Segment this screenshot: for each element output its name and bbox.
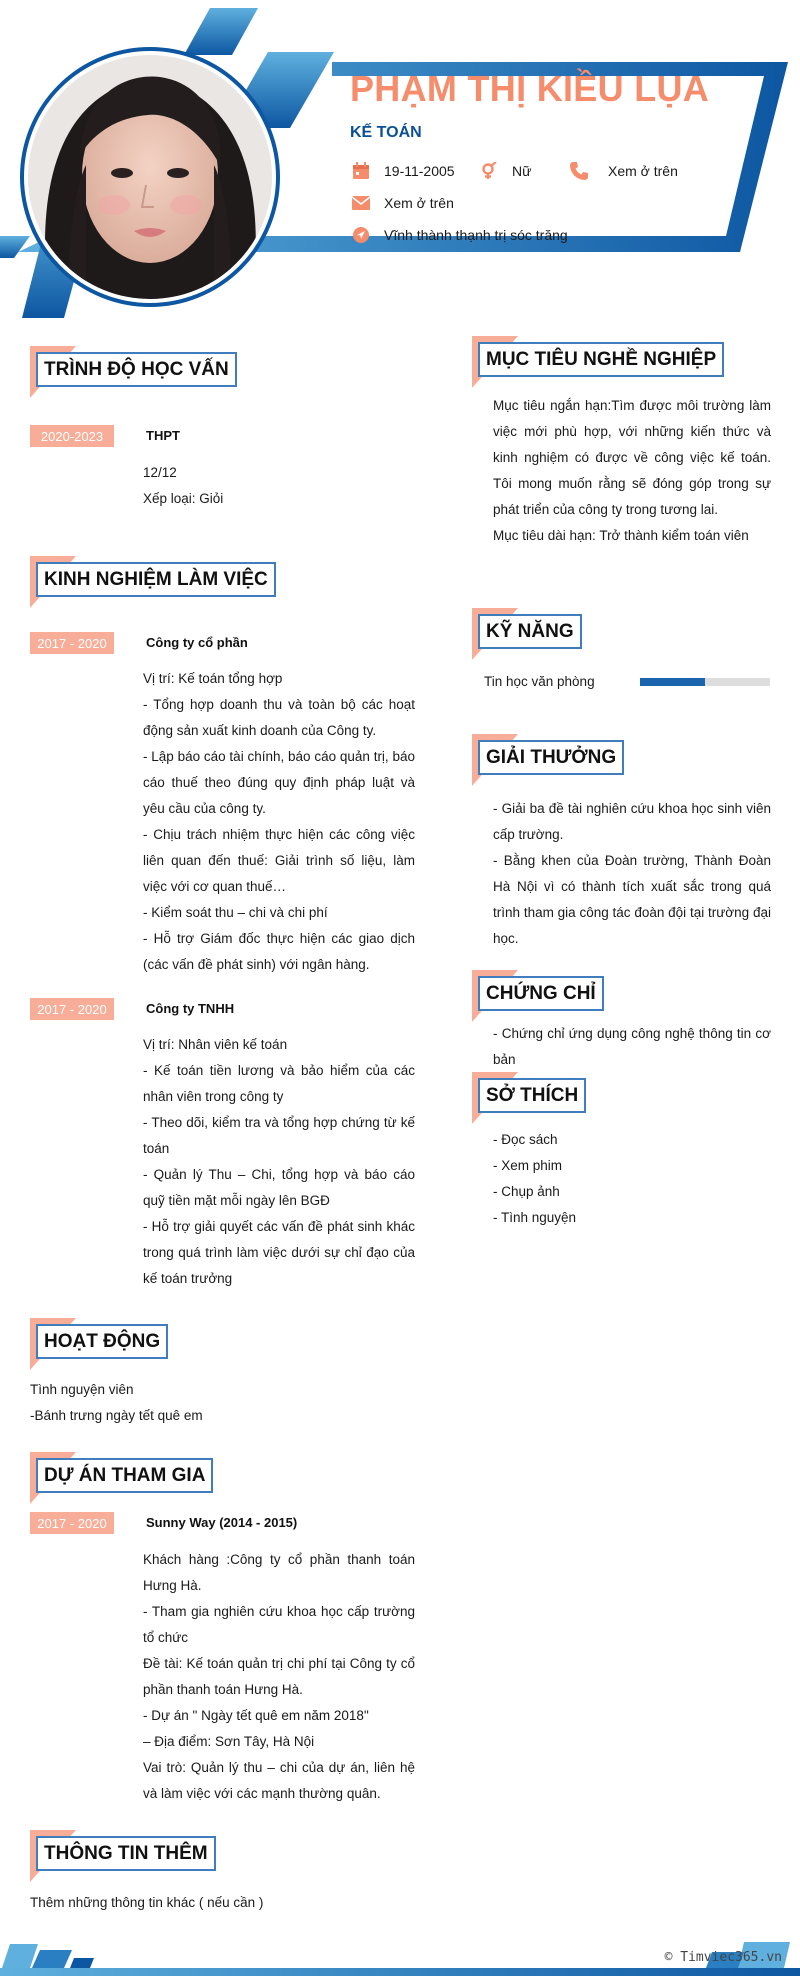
education-details: 12/12 Xếp loại: Giỏi xyxy=(143,465,224,506)
calendar-icon xyxy=(350,160,372,182)
birthday-text: 19-11-2005 xyxy=(384,163,455,179)
email-icon xyxy=(350,192,372,214)
email-text: Xem ở trên xyxy=(384,195,454,211)
candidate-name: PHẠM THỊ KIỀU LỤA xyxy=(350,68,710,109)
experience-2-company: Công ty TNHH xyxy=(146,1001,235,1016)
hobbies-details: - Đọc sách - Xem phim - Chụp ảnh - Tình nguyện xyxy=(493,1132,577,1225)
project-name: Sunny Way (2014 - 2015) xyxy=(146,1515,298,1530)
experience-1-period-badge: 2017 - 2020 xyxy=(30,632,114,654)
birthday-info xyxy=(350,160,455,182)
phone-icon xyxy=(568,160,590,182)
gender-icon xyxy=(478,160,500,182)
job-title: KẾ TOÁN xyxy=(350,124,422,141)
location-icon xyxy=(350,224,372,246)
profile-photo xyxy=(28,55,272,299)
objective-details: Mục tiêu ngắn hạn:Tìm được môi trường làm việc mới phù hợp, với những kiến thức và kinh nghiệm có được về công việc kế toán. Tôi mong muốn rằng sẽ đóng góp trong sự phát triển của công ty trong tương lai. Mục tiêu dài hạn: Trở thành kiểm toán viên xyxy=(493,398,771,543)
education-school: THPT xyxy=(146,428,180,443)
phone-text: Xem ở trên xyxy=(608,163,678,179)
footer-brand: © Timviec365.vn xyxy=(664,1950,782,1965)
skill-level-bar xyxy=(640,678,770,686)
experience-2-period-badge: 2017 - 2020 xyxy=(30,998,114,1020)
email-info xyxy=(350,192,454,214)
certificates-details: - Chứng chỉ ứng dụng công nghệ thông tin cơ bản xyxy=(493,1026,771,1067)
address-text: Vĩnh thành thạnh trị sóc trăng xyxy=(384,227,568,243)
additional-text: Thêm những thông tin khác ( nếu cần ) xyxy=(30,1895,264,1910)
gender-info xyxy=(478,160,531,182)
experience-2-details: Vị trí: Nhân viên kế toán - Kế toán tiền lương và bảo hiểm của các nhân viên trong công ty - Theo dõi, kiểm tra và tổng hợp chứng từ kế toán - Quản lý Thu – Chi, tổng hợp và báo cáo quỹ tiền mặt mỗi ngày lên BGĐ - Hỗ trợ giải quyết các vấn đề phát sinh khác trong quá trình làm việc dưới sự chỉ đạo của kế toán trưởng xyxy=(143,1037,415,1286)
experience-1-details: Vị trí: Kế toán tổng hợp - Tổng hợp doanh thu và toàn bộ các hoạt động sản xuất kinh doanh của Công ty. - Lập báo cáo tài chính, báo cáo quản trị, báo cáo thuế theo đúng quy định pháp luật và yêu cầu của công ty. - Chịu trách nhiệm thực hiện các công việc liên quan đến thuế: Giải trình số liệu, làm việc với cơ quan thuế… - Kiểm soát thu – chi và chi phí - Hỗ trợ Giám đốc thực hiện các giao dịch (các vấn đề phát sinh) với ngân hàng. xyxy=(143,671,415,972)
phone-info xyxy=(568,160,678,182)
activities-details: Tình nguyện viên -Bánh trưng ngày tết quê em xyxy=(30,1382,203,1423)
awards-details: - Giải ba đề tài nghiên cứu khoa học sinh viên cấp trường. - Bằng khen của Đoàn trường, Thành Đoàn Hà Nội vì có thành tích xuất sắc trong quá trình tham gia công tác đoàn đội tại trường đại học. xyxy=(493,801,771,946)
project-period-badge: 2017 - 2020 xyxy=(30,1512,114,1534)
address-info xyxy=(350,224,568,246)
skill-level-fill xyxy=(640,678,705,686)
skill-name: Tin học văn phòng xyxy=(484,674,595,689)
education-period-badge: 2020-2023 xyxy=(30,425,114,447)
project-details: Khách hàng :Công ty cổ phần thanh toán Hưng Hà. - Tham gia nghiên cứu khoa học cấp trường tổ chức Đề tài: Kế toán quản trị chi phí tại Công ty cổ phần thanh toán Hưng Hà. - Dự án " Ngày tết quê em năm 2018" – Địa điểm: Sơn Tây, Hà Nội Vai trò: Quản lý thu – chi của dự án, liên hệ và làm việc với các mạnh thường quân. xyxy=(143,1552,415,1801)
gender-text: Nữ xyxy=(512,163,532,179)
experience-1-company: Công ty cổ phần xyxy=(146,635,248,650)
